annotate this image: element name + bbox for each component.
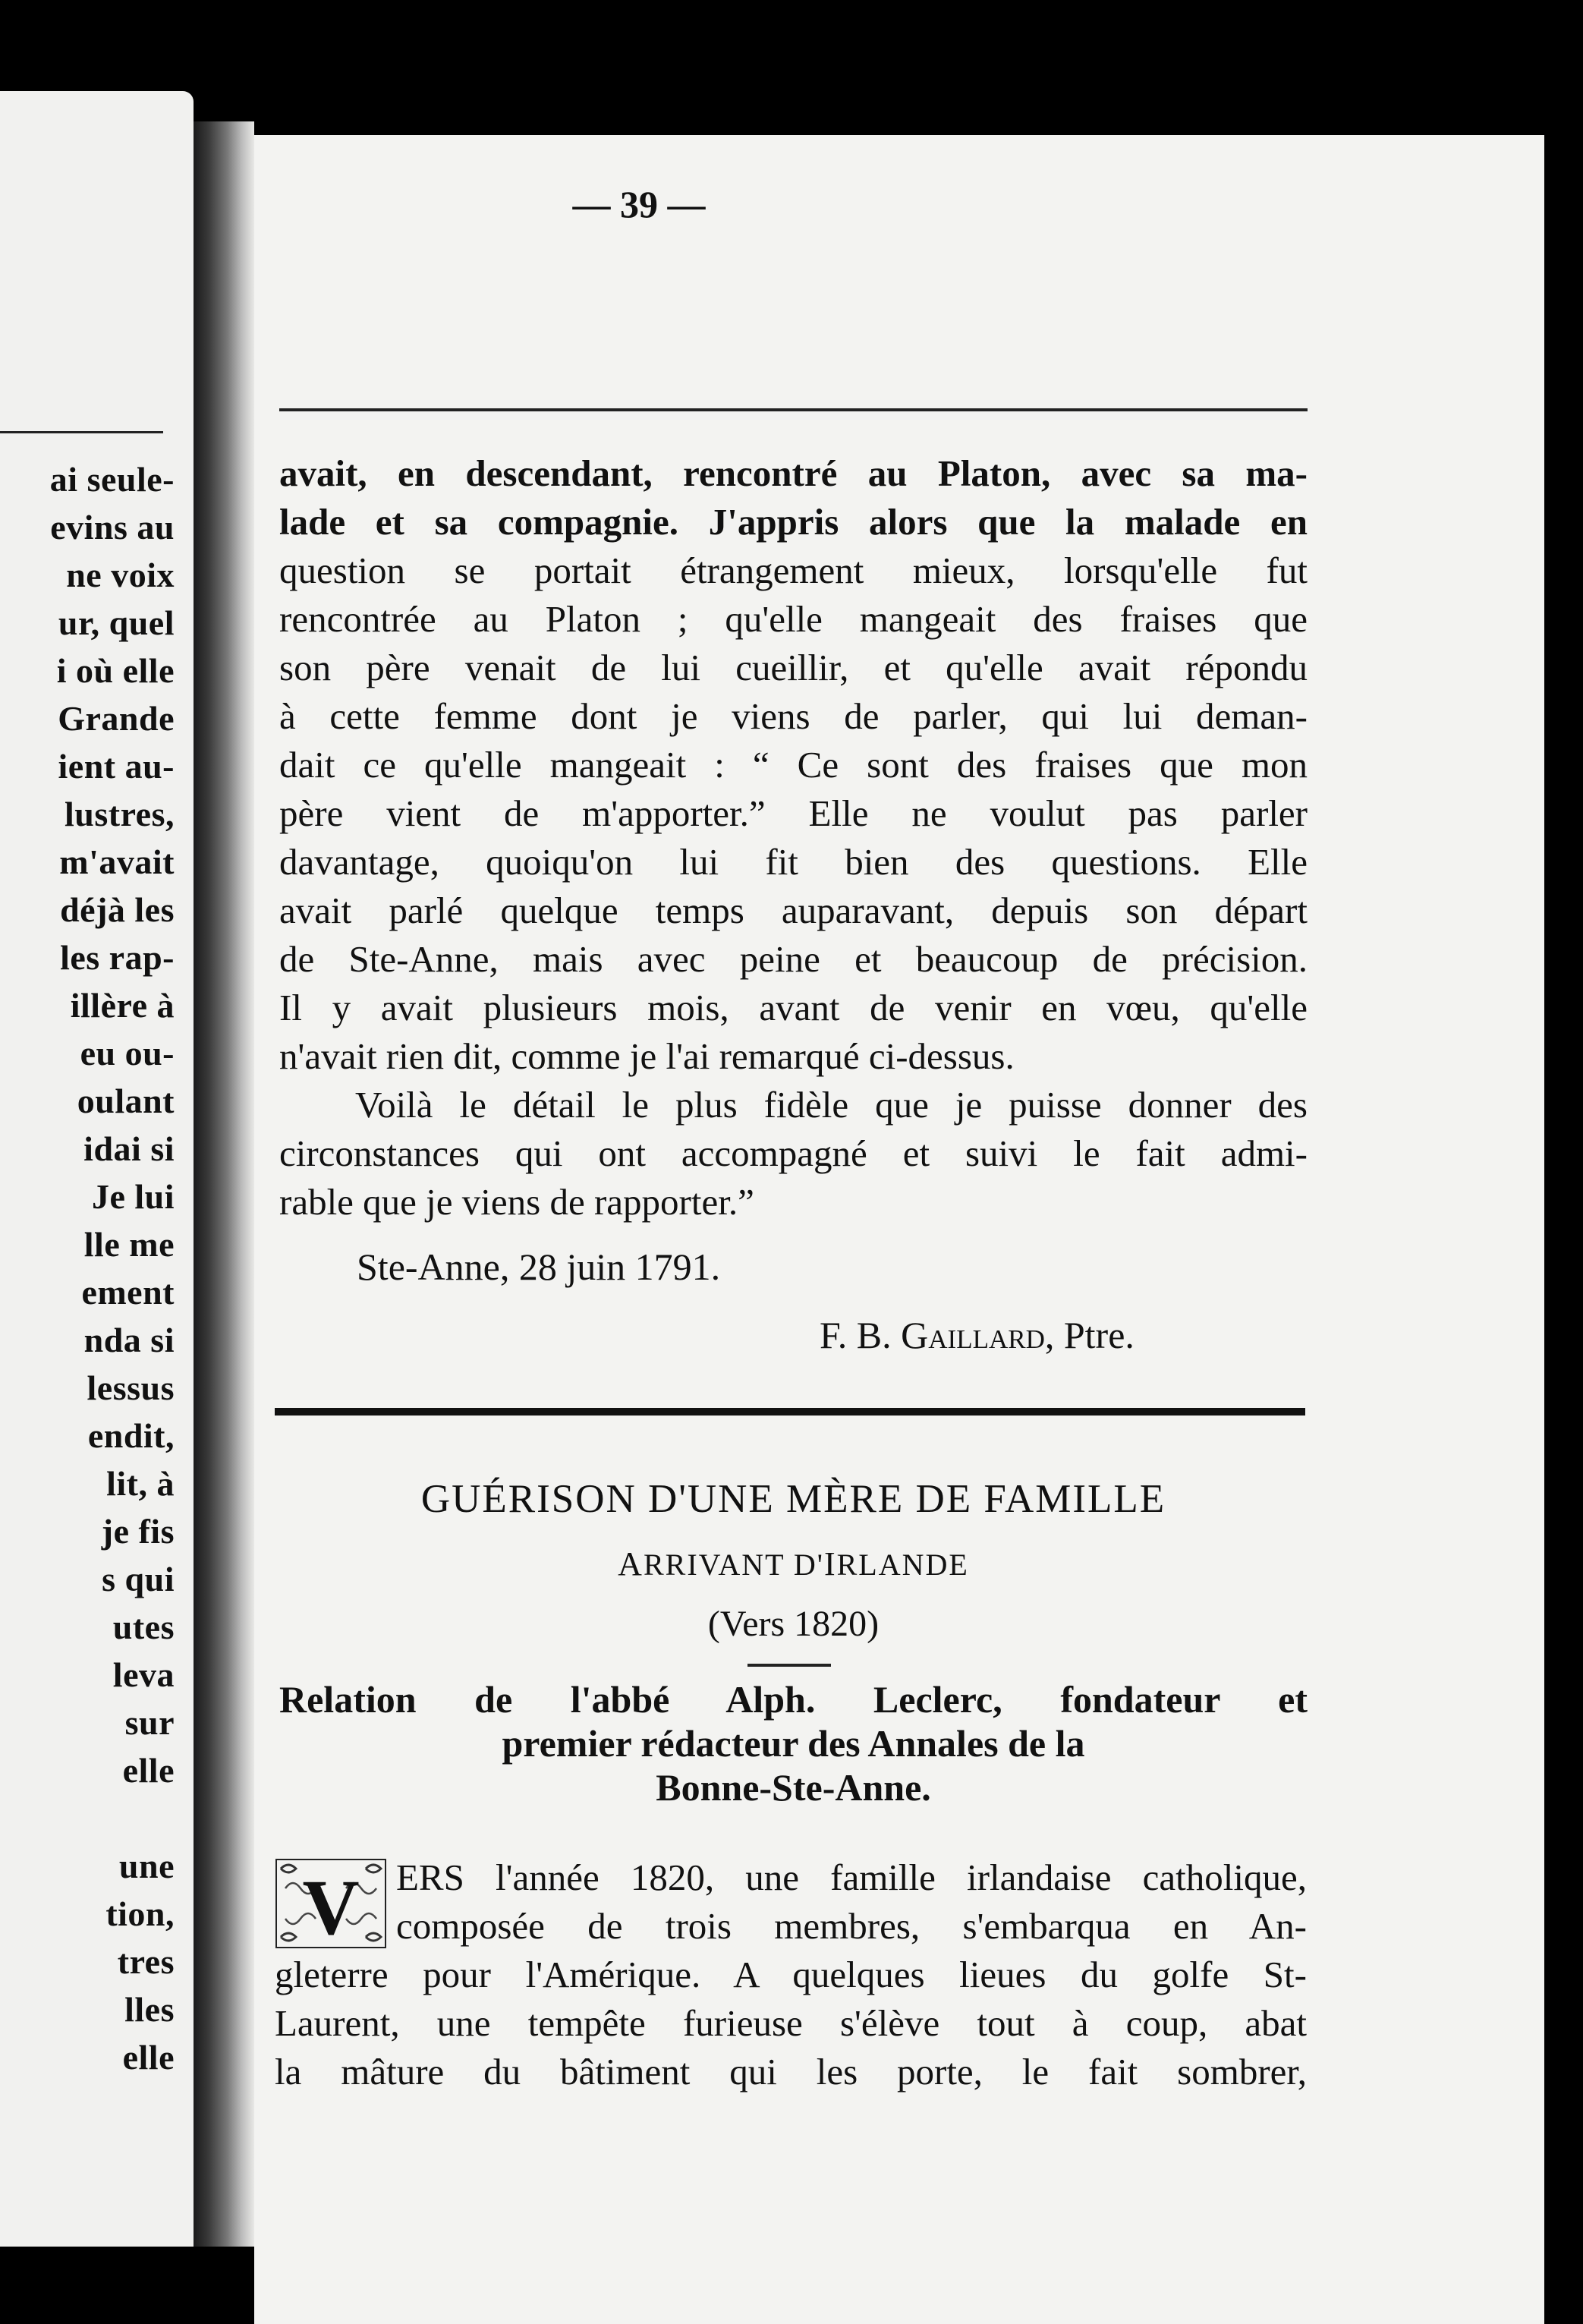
text-line: davantage, quoiqu'on lui fit bien des questions. Elle <box>279 841 1308 883</box>
drop-cap-ornament <box>275 1858 387 1949</box>
facing-page-rule <box>0 431 163 433</box>
facing-line: tres <box>117 1942 175 1981</box>
relation-line: Bonne-Ste-Anne. <box>656 1766 931 1809</box>
facing-line: Grande <box>58 699 175 738</box>
facing-line: leva <box>112 1655 175 1694</box>
facing-line: ai seule- <box>49 460 175 499</box>
facing-line: s qui <box>102 1560 175 1598</box>
paragraph-opening <box>275 1853 1307 2096</box>
book-gutter <box>194 121 254 2247</box>
facing-line: une <box>118 1847 175 1885</box>
text-line: avait, en descendant, rencontré au Platon, avec sa ma- <box>279 452 1308 494</box>
short-rule <box>747 1664 831 1667</box>
text-line: la mâture du bâtiment qui les porte, le fait sombrer, <box>275 2051 1307 2093</box>
subtitle-part: RRIVANT D' <box>643 1548 824 1582</box>
facing-line: lit, à <box>106 1464 175 1503</box>
facing-line: Je lui <box>91 1177 175 1216</box>
facing-line: les rap- <box>60 938 175 977</box>
facing-line: evins au <box>50 508 175 546</box>
facing-line: ur, quel <box>58 603 175 642</box>
signature <box>820 1313 1135 1357</box>
facing-line: endit, <box>87 1416 175 1455</box>
dateline: Ste-Anne, 28 juin 1791. <box>357 1245 721 1288</box>
text-line: Voilà le détail le plus fidèle que je puisse donner des <box>355 1084 1308 1126</box>
facing-line: lles <box>124 1990 175 2029</box>
facing-line: ient au- <box>58 747 175 786</box>
signature-initials: F. B. <box>820 1314 892 1356</box>
page-number: — 39 — <box>572 183 706 225</box>
section-title: GUÉRISON D'UNE MÈRE DE FAMILLE <box>420 1477 1166 1521</box>
relation-line: premier rédacteur des Annales de la <box>502 1722 1085 1765</box>
facing-line: tion, <box>105 1894 175 1933</box>
subtitle-part: I <box>823 1545 837 1582</box>
facing-line: idai si <box>83 1129 175 1168</box>
facing-line: i où elle <box>56 651 175 690</box>
text-line: question se portait étrangement mieux, lorsqu'elle fut <box>279 550 1308 591</box>
facing-page-text <box>0 455 175 2081</box>
facing-line <box>0 1794 175 1842</box>
facing-line: ne voix <box>66 556 175 594</box>
paragraph-continued <box>279 449 1308 1227</box>
facing-line: ement <box>81 1273 175 1312</box>
facing-line: sur <box>124 1703 175 1742</box>
subtitle-part: RLANDE <box>836 1548 969 1582</box>
text-line: père vient de m'apporter.” Elle ne voulut pas parler <box>279 792 1308 834</box>
relation-heading <box>279 1677 1308 1809</box>
text-line: composée de trois membres, s'embarqua en An- <box>396 1905 1307 1947</box>
text-line: avait parlé quelque temps auparavant, depuis son départ <box>279 890 1308 931</box>
relation-line: Relation de l'abbé Alph. Leclerc, fondateur et <box>279 1678 1308 1721</box>
text-line: circonstances qui ont accompagné et suivi le fait admi- <box>279 1132 1308 1174</box>
text-line: gleterre pour l'Amérique. A quelques lieues du golfe St- <box>275 1954 1307 1995</box>
facing-line: oulant <box>77 1082 175 1120</box>
text-line: ERS l'année 1820, une famille irlandaise catholique, <box>396 1856 1307 1898</box>
text-line: à cette femme dont je viens de parler, qui lui deman- <box>279 695 1308 737</box>
facing-line: utes <box>112 1608 175 1646</box>
facing-line: illère à <box>70 986 175 1025</box>
section-subtitle <box>279 1545 1308 1583</box>
text-line: son père venait de lui cueillir, et qu'elle avait répondu <box>279 647 1308 688</box>
text-line: rable que je viens de rapporter.” <box>279 1181 754 1223</box>
text-line: lade et sa compagnie. J'appris alors que la malade en <box>279 501 1308 543</box>
section-divider <box>275 1408 1305 1415</box>
facing-page <box>0 91 194 2247</box>
facing-line: nda si <box>83 1321 175 1359</box>
signature-name: Gaillard <box>901 1314 1045 1356</box>
facing-line: déjà les <box>60 890 175 929</box>
facing-line: eu ou- <box>80 1034 175 1072</box>
signature-title: , Ptre. <box>1044 1314 1135 1356</box>
text-line: de Ste-Anne, mais avec peine et beaucoup de précision. <box>279 938 1308 980</box>
facing-line: lustres, <box>65 795 175 833</box>
facing-line: m'avait <box>59 842 175 881</box>
text-line: dait ce qu'elle mangeait : “ Ce sont des fraises que mon <box>279 744 1308 786</box>
facing-line: elle <box>122 2038 175 2077</box>
drop-cap-letter: V <box>302 1864 360 1949</box>
text-line: rencontrée au Platon ; qu'elle mangeait des fraises que <box>279 598 1308 640</box>
header-rule <box>279 408 1308 411</box>
text-line: Laurent, une tempête furieuse s'élève tout à coup, abat <box>275 2002 1307 2044</box>
facing-line: lessus <box>87 1368 175 1407</box>
subtitle-part: A <box>618 1545 644 1582</box>
text-line: Il y avait plusieurs mois, avant de venir en vœu, qu'elle <box>279 987 1308 1028</box>
facing-line: je fis <box>101 1512 175 1551</box>
facing-line: lle me <box>83 1225 175 1264</box>
section-date: (Vers 1820) <box>707 1604 880 1644</box>
facing-line: elle <box>122 1751 175 1790</box>
text-line: n'avait rien dit, comme je l'ai remarqué ci-dessus. <box>279 1035 1015 1077</box>
